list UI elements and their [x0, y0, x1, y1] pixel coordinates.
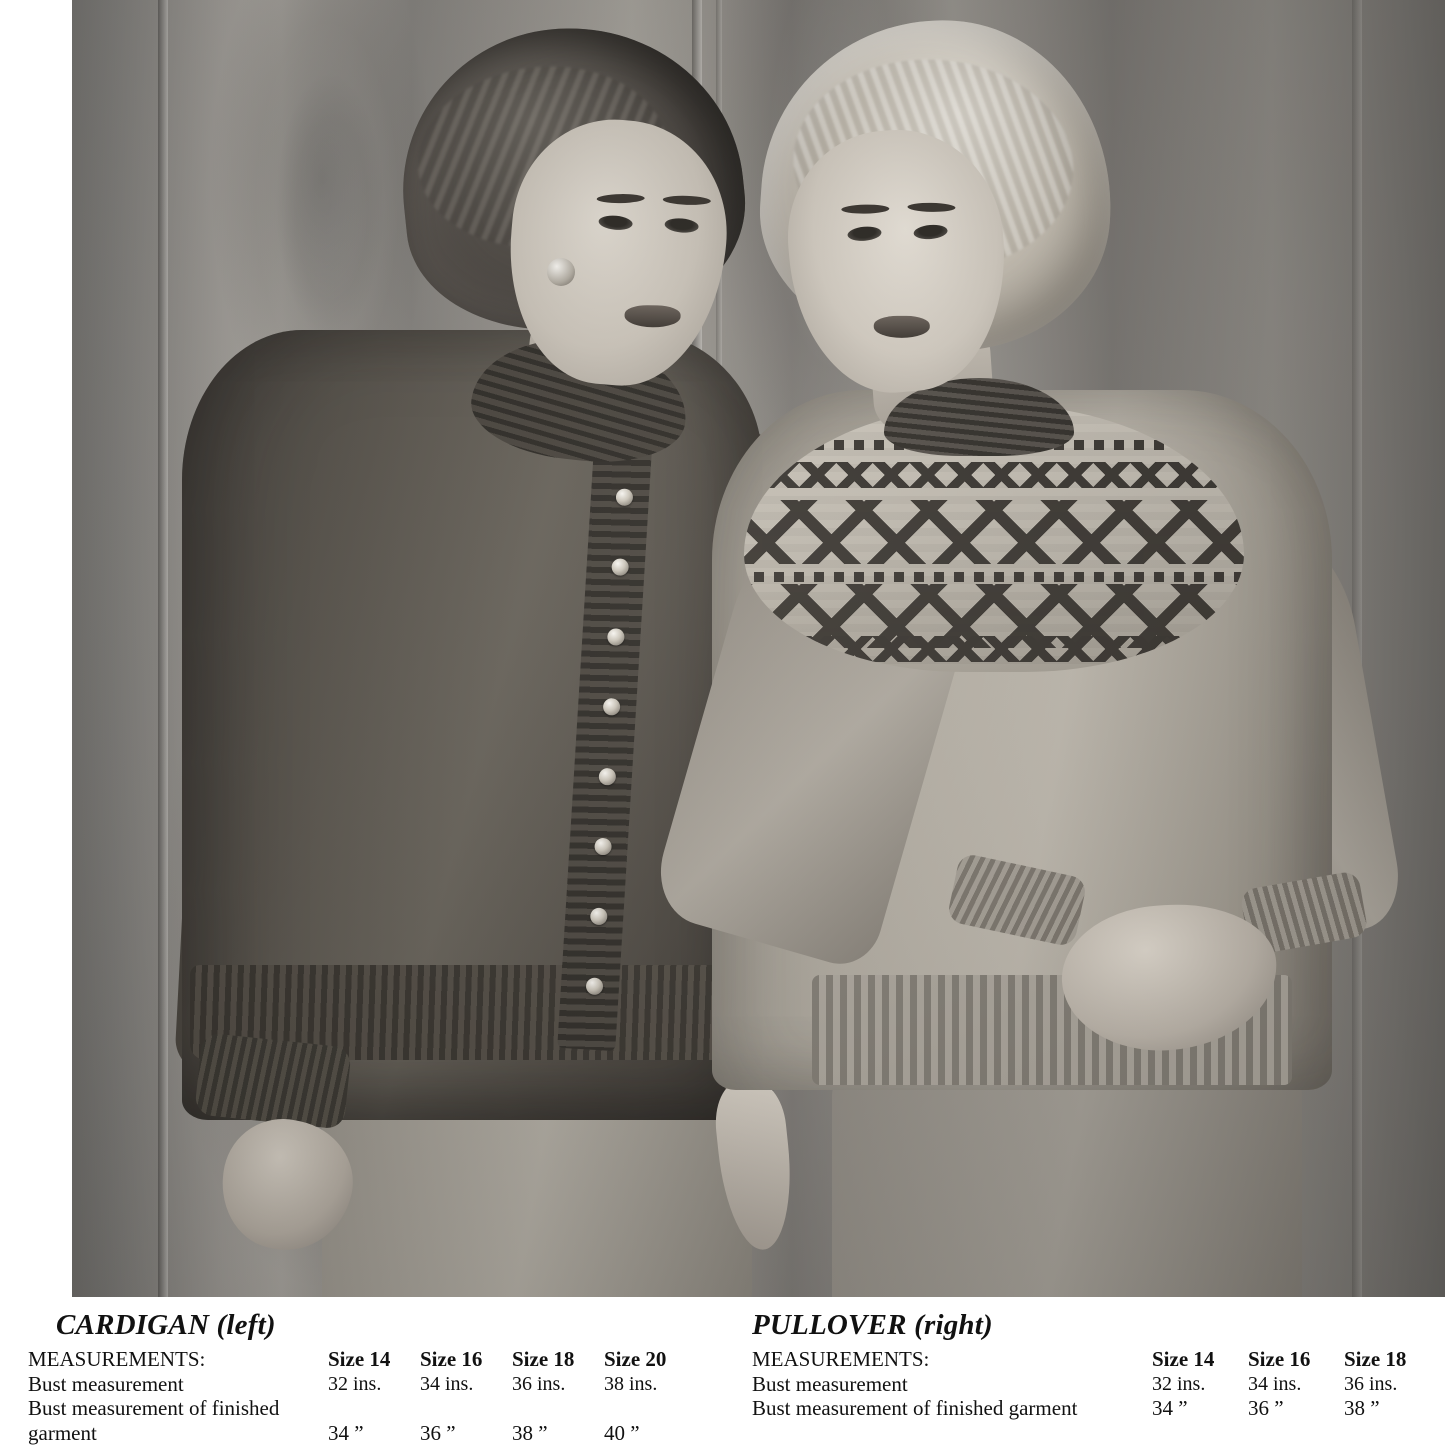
row-value: 38 ”: [512, 1420, 548, 1445]
cardigan-title: CARDIGAN (left): [56, 1309, 276, 1341]
yoke-diamonds: [744, 500, 1244, 564]
cardigan-button: [603, 698, 621, 716]
yoke-zigzag: [744, 636, 1244, 662]
row-value: 34 ins.: [420, 1372, 474, 1395]
cardigan-button: [598, 768, 616, 786]
lips: [874, 316, 930, 338]
measurements-label: MEASUREMENTS:: [28, 1347, 206, 1371]
table-row: [28, 1373, 696, 1398]
size-header: Size 16: [1248, 1347, 1311, 1371]
table-row: [28, 1348, 696, 1373]
row-value: 32 ins.: [1152, 1372, 1206, 1395]
lips: [624, 305, 680, 328]
eyebrow: [841, 204, 889, 214]
row-value: 36 ins.: [1344, 1372, 1398, 1395]
size-header: Size 16: [420, 1347, 483, 1371]
row-value: [604, 1397, 696, 1422]
row-label: Bust measurement: [752, 1371, 908, 1396]
cardigan-button: [607, 628, 625, 646]
table-row: [752, 1397, 1440, 1422]
pullover-title: PULLOVER (right): [752, 1309, 993, 1341]
row-value: 34 ins.: [1248, 1372, 1302, 1395]
row-label: Bust measurement of finished: [28, 1396, 280, 1421]
size-header: Size 18: [512, 1347, 575, 1371]
right-model-skirt: [832, 1075, 1302, 1297]
eye: [598, 214, 633, 231]
yoke-band: [744, 572, 1244, 582]
eye: [847, 225, 882, 242]
cardigan-button: [615, 488, 633, 506]
eye: [664, 217, 699, 234]
row-value: [512, 1397, 604, 1422]
row-label: garment: [28, 1420, 97, 1445]
pullover-caption-block: [752, 1297, 1445, 1422]
size-header: Size 14: [1152, 1347, 1215, 1371]
size-header: Size 14: [328, 1347, 391, 1371]
table-row: [752, 1348, 1440, 1373]
eyebrow: [663, 195, 711, 206]
cardigan-button: [590, 907, 608, 925]
row-value: 32 ins.: [328, 1372, 382, 1395]
size-header: Size 18: [1344, 1347, 1407, 1371]
cardigan-left-cuff: [194, 1032, 352, 1129]
pattern-photograph: [72, 0, 1445, 1297]
eyebrow: [597, 194, 645, 204]
row-value: 38 ”: [1344, 1396, 1380, 1421]
cardigan-measurements-table: [28, 1348, 696, 1446]
row-value: [420, 1397, 512, 1422]
caption-area: [0, 1297, 1445, 1445]
row-value: 36 ins.: [512, 1372, 566, 1395]
row-value: 34 ”: [328, 1420, 364, 1445]
row-label: Bust measurement of finished garment: [752, 1396, 1078, 1421]
pullover-measurements-table: [752, 1348, 1440, 1422]
door-groove: [158, 0, 168, 1297]
row-value: 38 ins.: [604, 1372, 658, 1395]
table-row: [28, 1422, 696, 1446]
row-value: 36 ”: [1248, 1396, 1284, 1421]
row-label: Bust measurement: [28, 1371, 184, 1396]
cardigan-button: [611, 558, 629, 576]
measurements-label: MEASUREMENTS:: [752, 1347, 930, 1371]
size-header: Size 20: [604, 1347, 667, 1371]
cardigan-caption-block: [28, 1297, 718, 1446]
eyebrow: [907, 202, 955, 212]
eye: [913, 224, 948, 241]
left-model-earring: [547, 258, 575, 286]
cardigan-button: [586, 977, 604, 995]
yoke-zigzag: [744, 462, 1244, 488]
row-value: 40 ”: [604, 1420, 640, 1445]
row-value: 34 ”: [1152, 1396, 1188, 1421]
row-value: 36 ”: [420, 1420, 456, 1445]
row-value: [328, 1397, 420, 1422]
cardigan-button: [594, 838, 612, 856]
table-row: [752, 1373, 1440, 1398]
table-row: [28, 1397, 696, 1422]
